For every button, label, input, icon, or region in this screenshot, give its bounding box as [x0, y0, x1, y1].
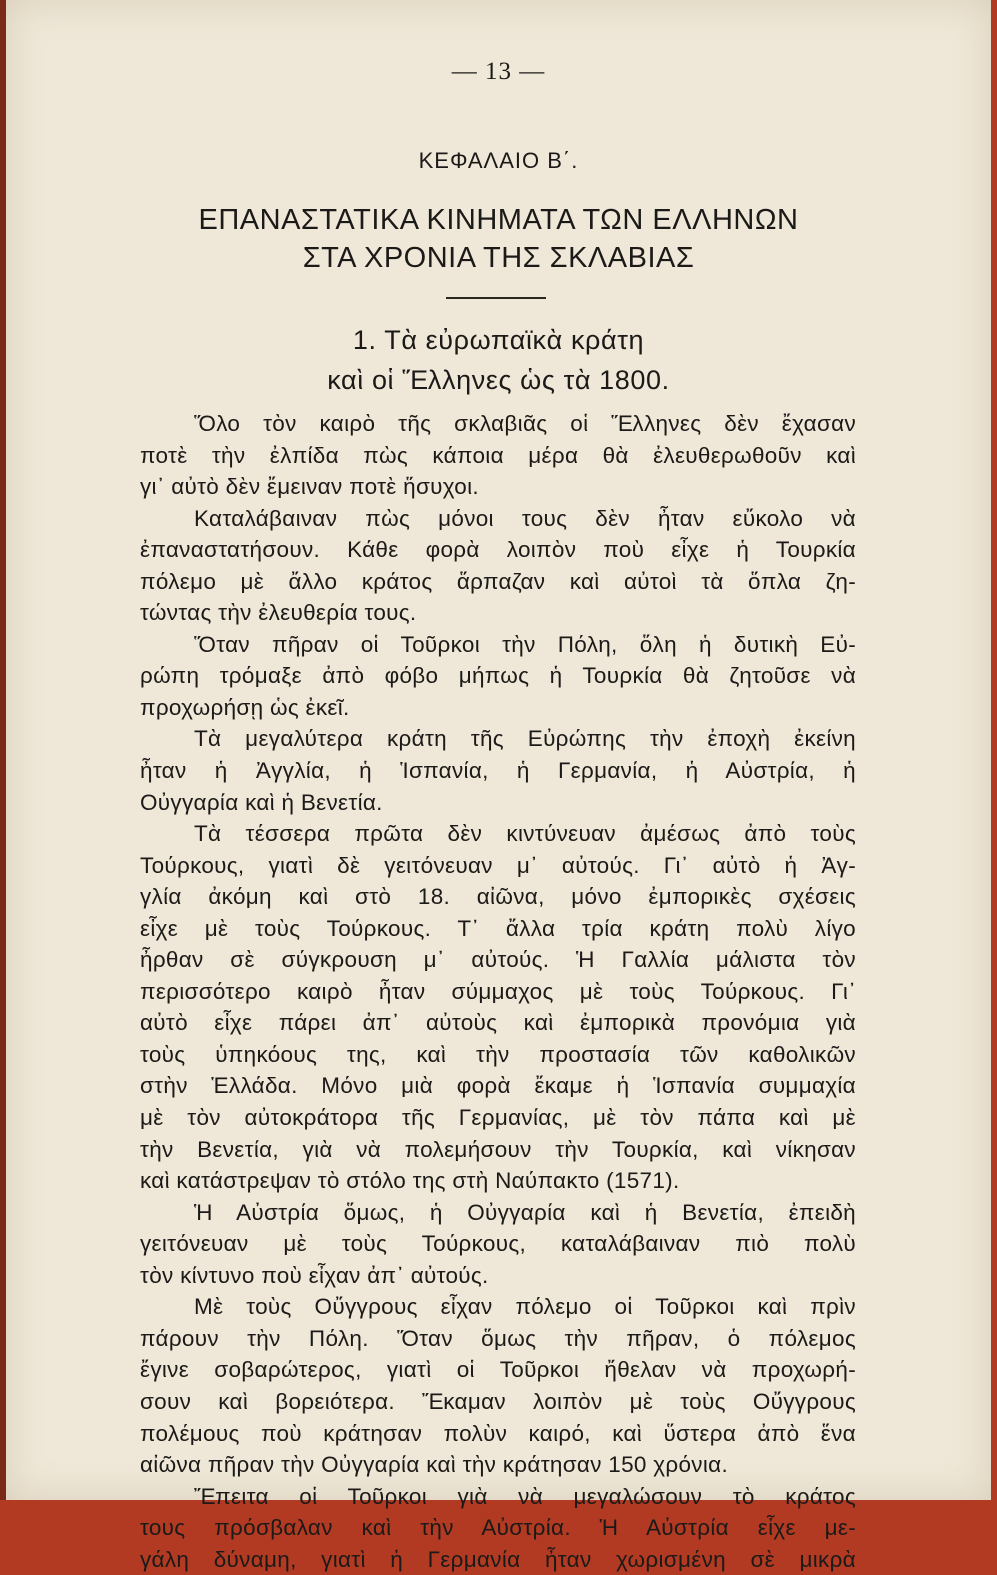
text-line: πόλεμο μὲ ἄλλο κράτος ἅρπαζαν καὶ αὐτοὶ τὰ ὅπλα ζη- — [140, 568, 856, 594]
text-line: αἰῶνα πῆραν τὴν Οὐγγαρία καὶ τὴν κράτησαν 150 χρόνια. — [140, 1452, 729, 1478]
text-line: εἶχε μὲ τοὺς Τούρκους. Τ᾽ ἄλλα τρία κράτη πολὺ λίγο — [140, 915, 856, 941]
text-line: στὴν Ἑλλάδα. Μόνο μιὰ φορὰ ἔκαμε ἡ Ἱσπανία συμμαχία — [140, 1073, 856, 1099]
text-line: τώντας τὴν ἐλευθερία τους. — [140, 600, 417, 626]
text-line: ἔγινε σοβαρώτερος, γιατὶ οἱ Τοῦρκοι ἤθελαν νὰ προχωρή- — [140, 1357, 856, 1383]
text-line: καὶ κατάστρεψαν τὸ στόλο της στὴ Ναύπακτο (1571). — [140, 1168, 680, 1194]
text-line: σουν καὶ βορειότερα. Ἔκαμαν λοιπὸν μὲ τοὺς Οὔγγρους — [140, 1388, 856, 1414]
text-line: τους πρόσβαλαν καὶ τὴν Αὐστρία. Ἡ Αὐστρία εἶχε με- — [140, 1515, 856, 1541]
text-line: τὸν κίντυνο ποὺ εἶχαν ἀπ᾽ αὐτούς. — [140, 1262, 489, 1288]
text-line: πολέμους ποὺ κράτησαν πολὺν καιρό, καὶ ὕστερα ἀπὸ ἕνα — [140, 1420, 856, 1446]
text-line: περισσότερο καιρὸ ἦταν σύμμαχος μὲ τοὺς Τούρκους. Γι᾽ — [140, 978, 856, 1004]
text-line: γλία ἀκόμη καὶ στὸ 18. αἰῶνα, μόνο ἐμπορικὲς σχέσεις — [140, 884, 856, 910]
text-line: Ἡ Αὐστρία ὅμως, ἡ Οὐγγαρία καὶ ἡ Βενετία, ἐπειδὴ — [194, 1199, 856, 1225]
text-line: Μὲ τοὺς Οὔγγρους εἶχαν πόλεμο οἱ Τοῦρκοι καὶ πρὶν — [194, 1294, 856, 1320]
body-text — [140, 408, 856, 1575]
text-line: μὲ τὸν αὐτοκράτορα τῆς Γερμανίας, μὲ τὸν πάπα καὶ μὲ — [140, 1105, 856, 1131]
text-line: τοὺς ὑπηκόους της, καὶ τὴν προστασία τῶν καθολικῶν — [140, 1041, 856, 1067]
text-line: γι᾽ αὐτὸ δὲν ἔμειναν ποτὲ ἥσυχοι. — [140, 474, 479, 500]
text-line: πάρουν τὴν Πόλη. Ὅταν ὅμως τὴν πῆραν, ὁ πόλεμος — [140, 1325, 856, 1351]
title-divider — [446, 297, 546, 299]
text-line: Τούρκους, γιατὶ δὲ γειτόνευαν μ᾽ αὐτούς. Γι᾽ αὐτὸ ἡ Ἀγ- — [140, 852, 856, 878]
section-heading-line-2: καὶ οἱ Ἕλληνες ὡς τὰ 1800. — [327, 365, 670, 395]
text-line: ἦρθαν σὲ σύγκρουση μ᾽ αὐτούς. Ἡ Γαλλία μάλιστα τὸν — [140, 947, 856, 973]
text-line: τὴν Βενετία, γιὰ νὰ πολεμήσουν τὴν Τουρκία, καὶ νίκησαν — [140, 1136, 856, 1162]
text-line: ρώπη τρόμαξε ἀπὸ φόβο μήπως ἡ Τουρκία θὰ ζητοῦσε νὰ — [140, 663, 856, 689]
text-line: προχωρήσῃ ὡς ἐκεῖ. — [140, 694, 350, 720]
text-line: Καταλάβαιναν πὼς μόνοι τους δὲν ἦταν εὔκολο νὰ — [194, 505, 856, 531]
text-line: Ἔπειτα οἱ Τοῦρκοι γιὰ νὰ μεγαλώσουν τὸ κράτος — [194, 1483, 856, 1509]
text-line: γάλη δύναμη, γιατὶ ἡ Γερμανία ἦταν χωρισμένη σὲ μικρὰ — [140, 1546, 856, 1572]
text-line: Τὰ τέσσερα πρῶτα δὲν κιντύνευαν ἀμέσως ἀπὸ τοὺς — [194, 821, 856, 847]
chapter-label: ΚΕΦΑΛΑΙΟ Β΄. — [418, 148, 579, 173]
chapter-title-line-1: ΕΠΑΝΑΣΤΑΤΙΚΑ ΚΙΝΗΜΑΤΑ ΤΩΝ ΕΛΛΗΝΩΝ — [198, 204, 799, 236]
book-page — [6, 0, 991, 1572]
text-line: Τὰ μεγαλύτερα κράτη τῆς Εὐρώπης τὴν ἐποχὴ ἐκείνη — [194, 726, 856, 752]
text-line: ἐπαναστατήσουν. Κάθε φορὰ λοιπὸν ποὺ εἶχε ἡ Τουρκία — [140, 537, 856, 563]
text-line: αὐτὸ εἶχε πάρει ἀπ᾽ αὐτοὺς καὶ ἐμπορικὰ προνόμια γιὰ — [140, 1010, 856, 1036]
text-line: Ὅταν πῆραν οἱ Τοῦρκοι τὴν Πόλη, ὅλη ἡ δυτικὴ Εὐ- — [194, 631, 856, 657]
text-line: Οὐγγαρία καὶ ἡ Βενετία. — [140, 789, 383, 815]
chapter-title-line-2: ΣΤΑ ΧΡΟΝΙΑ ΤΗΣ ΣΚΛΑΒΙΑΣ — [302, 242, 695, 274]
text-line: γειτόνευαν μὲ τοὺς Τούρκους, καταλάβαιναν πιὸ πολὺ — [140, 1231, 856, 1257]
section-heading-line-1: 1. Τὰ εὐρωπαϊκὰ κράτη — [352, 325, 645, 355]
text-line: ποτὲ τὴν ἐλπίδα πὼς κάποια μέρα θὰ ἐλευθερωθοῦν καὶ — [140, 442, 856, 468]
text-line: Ὅλο τὸν καιρὸ τῆς σκλαβιᾶς οἱ Ἕλληνες δὲν ἔχασαν — [194, 411, 856, 436]
text-line: ἦταν ἡ Ἀγγλία, ἡ Ἱσπανία, ἡ Γερμανία, ἡ Αὐστρία, ἡ — [140, 758, 856, 784]
page-number: — 13 — — [451, 58, 546, 85]
